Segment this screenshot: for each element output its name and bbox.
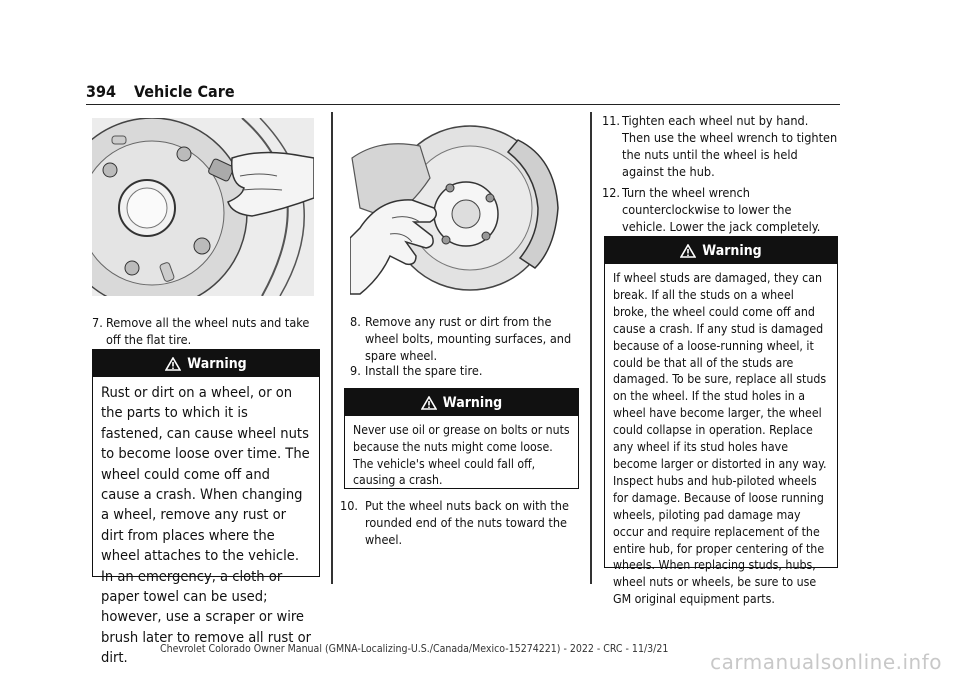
warning-title: Warning — [442, 394, 503, 411]
step-text: Tighten each wheel nut by hand. Then use the wheel wrench to tighten the nuts until the wheel is held against the hub. — [622, 113, 838, 179]
column-divider-right — [590, 112, 592, 584]
section-title: Vehicle Care — [134, 82, 235, 101]
page-header — [86, 82, 840, 105]
warning-triangle-icon — [680, 244, 696, 258]
warning-title: Warning — [702, 242, 762, 259]
step-12 — [602, 184, 838, 235]
step-number: 8. — [350, 314, 361, 329]
warning-title: Warning — [187, 355, 247, 372]
step-7 — [92, 314, 320, 348]
warning-box-wheel-studs — [604, 236, 838, 607]
warning-body: If wheel studs are damaged, they can break. If all the studs on a wheel broke, the wheel could come off and cause a crash. If any stud is damaged because of a loose-running wheel, it could be that all of the studs are damaged. To be sure, replace all studs on the wheel. If the stud holes in a wheel have become larger, the wheel could collapse in operation. Replace any wheel if its stud holes have become larger or distorted in any way. Inspect hubs and hub-piloted wheels for damage. Because of loose running wheels, piloting pad damage may occur and require replacement of the entire hub, for proper centering of the wheels. When replacing studs, hubs, wheel nuts or wheels, be sure to use GM original equipment parts. — [613, 271, 827, 607]
step-10 — [340, 497, 578, 548]
hub-cleaning-illustration — [350, 118, 572, 298]
step-number: 12. — [602, 185, 621, 200]
warning-triangle-icon — [165, 357, 181, 371]
warning-header — [605, 237, 837, 264]
step-number: 10. — [340, 498, 359, 513]
step-text: Remove all the wheel nuts and take off the flat tire. — [106, 315, 310, 347]
step-number: 7. — [92, 315, 103, 330]
warning-header — [93, 350, 319, 377]
column-divider-left — [331, 112, 333, 584]
step-number: 11. — [602, 113, 621, 128]
step-text: Turn the wheel wrench counterclockwise to lower the vehicle. Lower the jack completely. — [622, 185, 821, 234]
warning-header — [345, 389, 578, 416]
step-number: 9. — [350, 363, 361, 378]
watermark: carmanualsonline.info — [710, 650, 942, 674]
warning-body: Never use oil or grease on bolts or nuts because the nuts might come loose. The vehicle's wheel could fall off, causing a crash. — [353, 423, 570, 488]
page-footer: Chevrolet Colorado Owner Manual (GMNA-Localizing-U.S./Canada/Mexico-15274221) - 2022 - CRC - 11/3/21 — [160, 643, 669, 655]
warning-body: Rust or dirt on a wheel, or on the parts to which it is fastened, can cause wheel nuts to become loose over time. The wheel could come off and cause a crash. When changing a wheel, remove any rust or dirt from places where the wheel attaches to the vehicle. In an emergency, a cloth or paper towel can be used; however, use a scraper or wire brush later to remove all rust or dirt. — [101, 384, 312, 667]
step-11 — [602, 112, 838, 180]
step-8 — [350, 313, 578, 364]
step-text: Put the wheel nuts back on with the rounded end of the nuts toward the wheel. — [365, 498, 569, 547]
page-number: 394 — [86, 82, 117, 101]
step-9 — [350, 362, 578, 379]
step-text: Remove any rust or dirt from the wheel bolts, mounting surfaces, and spare wheel. — [365, 314, 572, 363]
warning-triangle-icon — [421, 396, 437, 410]
warning-box-oil-grease — [344, 388, 579, 489]
wheel-nut-removal-illustration — [92, 118, 314, 296]
warning-box-rust-dirt — [92, 349, 320, 667]
step-text: Install the spare tire. — [365, 363, 483, 378]
